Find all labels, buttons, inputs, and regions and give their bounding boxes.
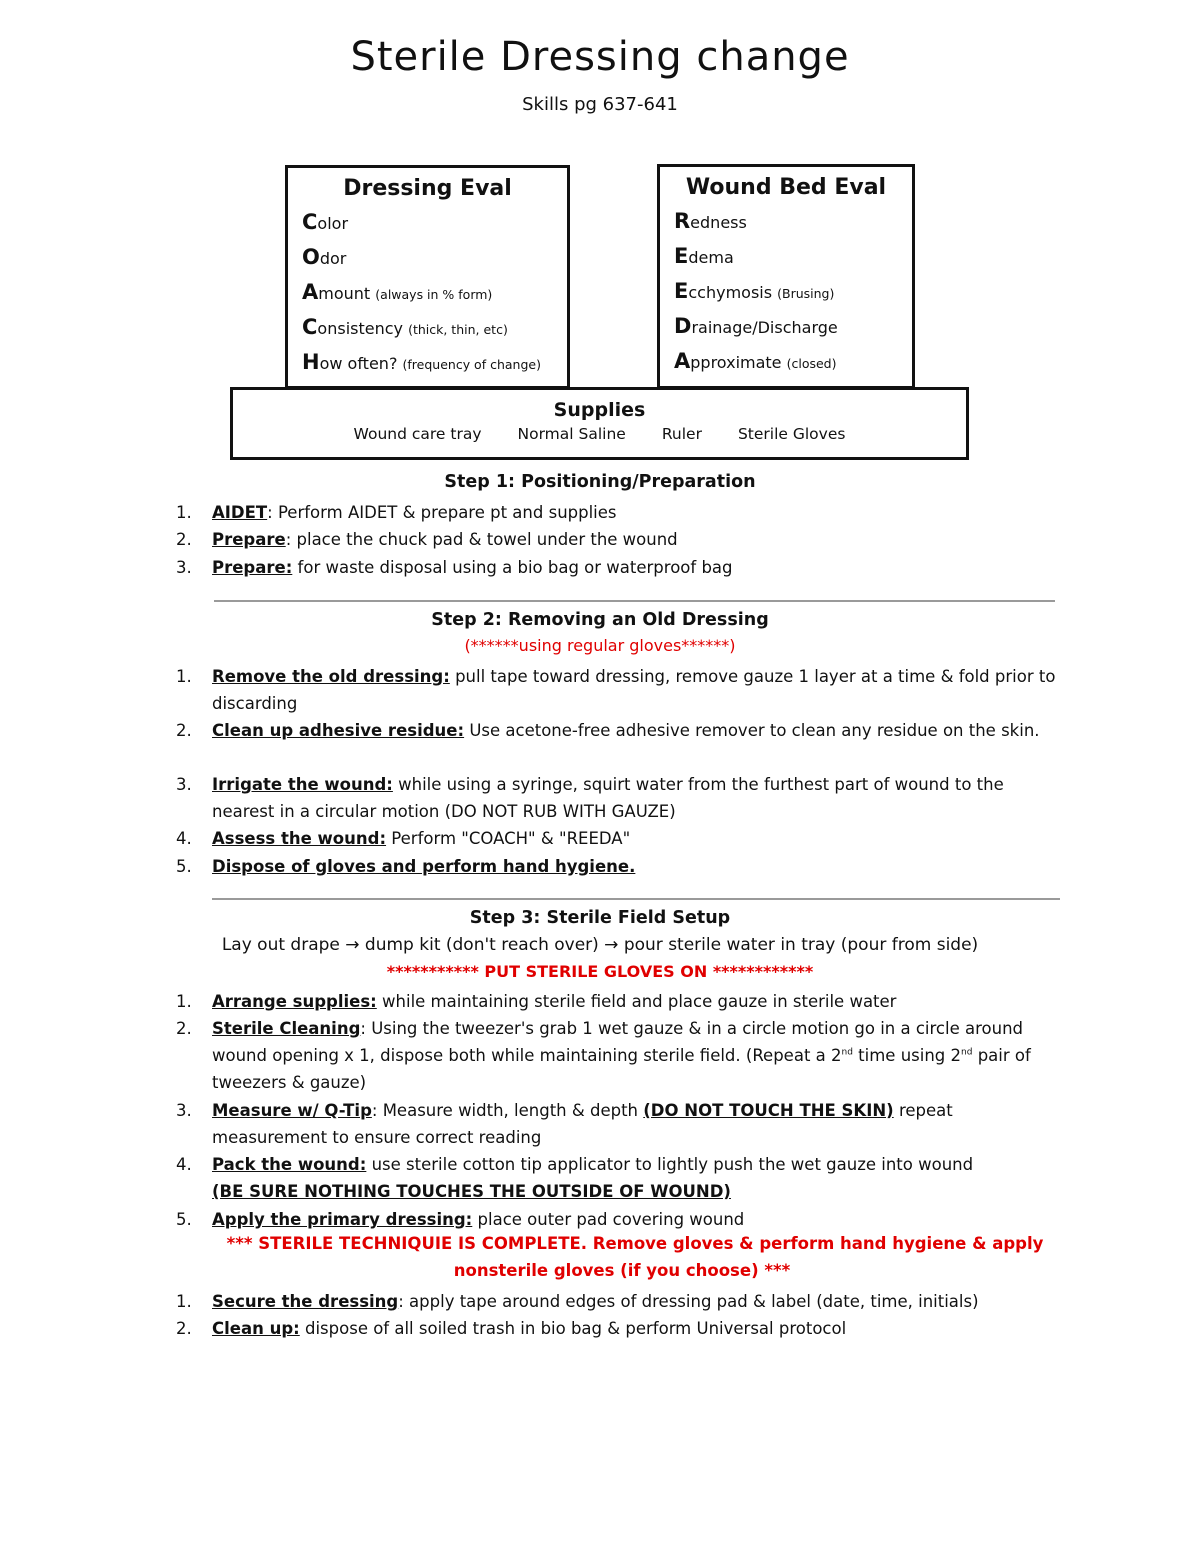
- dressing-eval-box: [285, 165, 570, 389]
- list-item: 4. Assess the wound: Perform "COACH" & "REEDA": [176, 829, 631, 848]
- list-item: Drainage/Discharge: [674, 314, 838, 338]
- wound-bed-eval-list: [660, 204, 912, 379]
- section-divider: [214, 600, 1055, 602]
- list-item: 5. Apply the primary dressing: place outer pad covering wound: [176, 1210, 745, 1229]
- list-item: 3. Measure w/ Q-Tip: Measure width, length & depth (DO NOT TOUCH THE SKIN) repeat measurement to ensure correct reading: [176, 1101, 953, 1147]
- list-item: 1. AIDET: Perform AIDET & prepare pt and supplies: [176, 503, 617, 522]
- supply-item: Wound care tray: [353, 425, 482, 443]
- list-item: Approximate (closed): [674, 349, 837, 373]
- supply-item: Normal Saline: [517, 425, 626, 443]
- supplies-list: [233, 425, 966, 443]
- dressing-eval-title: Dressing Eval: [343, 176, 512, 201]
- list-item: 1. Secure the dressing: apply tape around edges of dressing pad & label (date, time, initials): [176, 1292, 979, 1311]
- supply-item: Sterile Gloves: [737, 425, 846, 443]
- section-divider: [212, 898, 1060, 900]
- step3-heading: Step 3: Sterile Field Setup: [469, 908, 731, 928]
- supplies-title: Supplies: [553, 399, 646, 421]
- sterile-gloves-alert: *********** PUT STERILE GLOVES ON ************: [386, 962, 814, 981]
- sterile-complete-alert-cont: nonsterile gloves (if you choose) ***: [453, 1261, 791, 1280]
- list-item: Ecchymosis (Brusing): [674, 279, 835, 303]
- page-title: Sterile Dressing change: [350, 34, 850, 80]
- step2-note: (******using regular gloves******): [464, 636, 736, 655]
- list-item: 5. Dispose of gloves and perform hand hygiene.: [176, 857, 636, 876]
- dressing-eval-list: [288, 205, 567, 380]
- list-item: Consistency (thick, thin, etc): [302, 315, 508, 339]
- supply-item: Ruler: [661, 425, 702, 443]
- list-item: 3. Irrigate the wound: while using a syringe, squirt water from the furthest part of wound to the nearest in a circular motion (DO NOT RUB WITH GAUZE): [176, 775, 1004, 821]
- wound-bed-eval-title: Wound Bed Eval: [685, 175, 887, 200]
- step2-heading: Step 2: Removing an Old Dressing: [431, 610, 769, 630]
- wound-bed-eval-box: [657, 164, 915, 389]
- page-subtitle: Skills pg 637-641: [522, 94, 678, 115]
- list-item: 2. Clean up: dispose of all soiled trash in bio bag & perform Universal protocol: [176, 1319, 847, 1338]
- supplies-box: [230, 387, 969, 460]
- list-item: Odor: [302, 245, 347, 269]
- list-item: 2. Clean up adhesive residue: Use acetone-free adhesive remover to clean any residue on the skin.: [176, 721, 1040, 740]
- list-item: Edema: [674, 244, 734, 268]
- step3-sequence: Lay out drape → dump kit (don't reach over) → pour sterile water in tray (pour from side): [221, 935, 979, 955]
- step1-heading: Step 1: Positioning/Preparation: [444, 472, 756, 492]
- list-item: How often? (frequency of change): [302, 350, 541, 374]
- list-item: 2. Sterile Cleaning: Using the tweezer's grab 1 wet gauze & in a circle motion go in a circle around wound opening x 1, dispose both while maintaining sterile field. (Repeat a 2nd time using 2nd pair of tweezers & gauze): [176, 1019, 1031, 1092]
- list-item: 1. Arrange supplies: while maintaining sterile field and place gauze in sterile water: [176, 992, 897, 1011]
- list-item: Redness: [674, 209, 747, 233]
- list-item: 4. Pack the wound: use sterile cotton tip applicator to lightly push the wet gauze into wound (BE SURE NOTHING TOUCHES THE OUTSIDE OF WOUND): [176, 1155, 974, 1201]
- list-item: Color: [302, 210, 349, 234]
- sterile-complete-alert: *** STERILE TECHNIQUIE IS COMPLETE. Remove gloves & perform hand hygiene & apply: [226, 1234, 1044, 1253]
- list-item: 2. Prepare: place the chuck pad & towel under the wound: [176, 530, 678, 549]
- list-item: 3. Prepare: for waste disposal using a bio bag or waterproof bag: [176, 558, 733, 577]
- list-item: Amount (always in % form): [302, 280, 493, 304]
- list-item: 1. Remove the old dressing: pull tape toward dressing, remove gauze 1 layer at a time & fold prior to discarding: [176, 667, 1056, 713]
